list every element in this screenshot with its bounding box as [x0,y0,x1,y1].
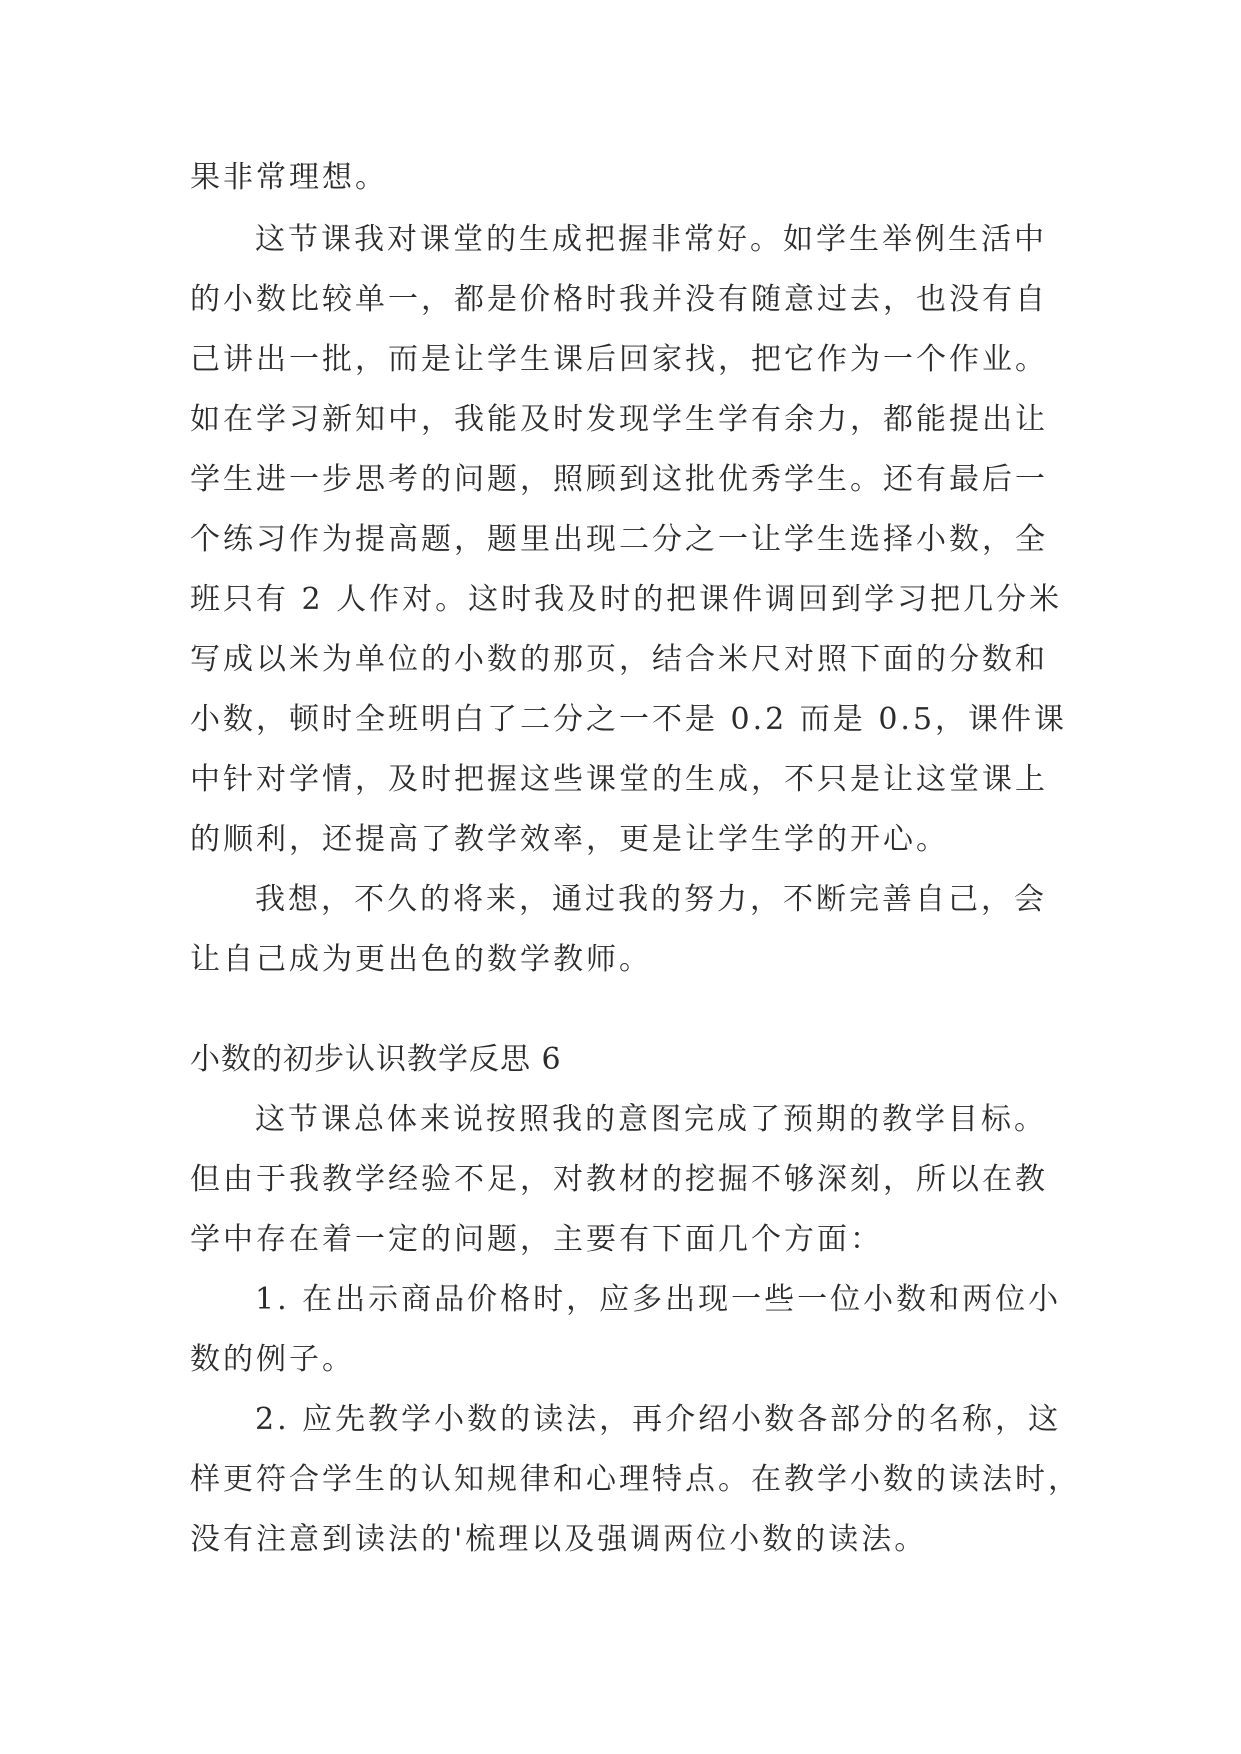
paragraph-line: 学中存在着一定的问题，主要有下面几个方面： [190,1222,883,1257]
paragraph-line: 的顺利，还提高了教学效率，更是让学生学的开心。 [190,822,949,857]
list-item-line: 数的例子。 [190,1342,355,1377]
paragraph-line: 小数，顿时全班明白了二分之一不是 0.2 而是 0.5，课件课 [190,702,1068,737]
paragraph-line: 如在学习新知中，我能及时发现学生学有余力，都能提出让 [190,402,1048,437]
list-item-line: 没有注意到读法的'梳理以及强调两位小数的读法。 [190,1522,928,1557]
list-item-line: 2. 应先教学小数的读法，再介绍小数各部分的名称，这 [255,1402,1062,1437]
paragraph-line: 中针对学情，及时把握这些课堂的生成，不只是让这堂课上 [190,762,1048,797]
paragraph-line: 这节课总体来说按照我的意图完成了预期的教学目标。 [255,1102,1047,1137]
paragraph-line: 但由于我教学经验不足，对教材的挖掘不够深刻，所以在教 [190,1162,1048,1197]
paragraph-line: 学生进一步思考的问题，照顾到这批优秀学生。还有最后一 [190,462,1048,497]
list-item-line: 1. 在出示商品价格时，应多出现一些一位小数和两位小 [255,1282,1062,1317]
paragraph-line: 让自己成为更出色的数学教师。 [190,942,652,977]
paragraph-line: 的小数比较单一，都是价格时我并没有随意过去，也没有自 [190,282,1048,317]
paragraph-line: 写成以米为单位的小数的那页，结合米尺对照下面的分数和 [190,642,1048,677]
paragraph-line: 果非常理想。 [190,160,388,195]
paragraph-line: 这节课我对课堂的生成把握非常好。如学生举例生活中 [255,222,1047,257]
paragraph-line: 己讲出一批，而是让学生课后回家找，把它作为一个作业。 [190,342,1048,377]
list-item-line: 样更符合学生的认知规律和心理特点。在教学小数的读法时， [190,1462,1081,1497]
paragraph-line: 班只有 2 人作对。这时我及时的把课件调回到学习把几分米 [190,582,1063,617]
paragraph-line: 个练习作为提高题，题里出现二分之一让学生选择小数，全 [190,522,1048,557]
section-heading: 小数的初步认识教学反思 6 [190,1042,562,1077]
paragraph-line: 我想，不久的将来，通过我的努力，不断完善自己，会 [255,882,1047,917]
